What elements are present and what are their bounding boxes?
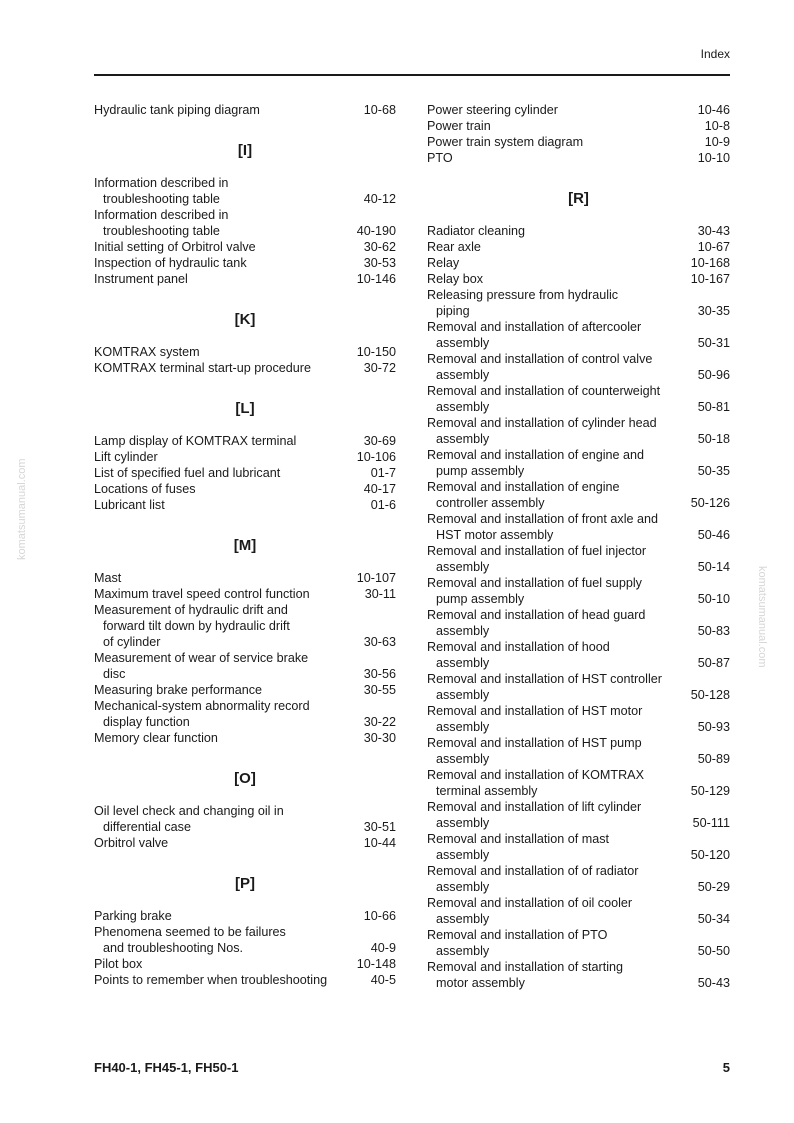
- entry-page-ref: 40-5: [370, 973, 396, 987]
- index-entry: [94, 344, 396, 360]
- index-entry: [94, 803, 396, 835]
- entry-title-line: of cylinder: [103, 635, 161, 649]
- index-column-left: [94, 102, 396, 988]
- entry-title: [94, 956, 142, 972]
- entry-title: [427, 511, 658, 543]
- entry-title: [94, 175, 228, 207]
- entry-title-line: disc: [103, 667, 126, 681]
- entry-page-ref: 30-69: [363, 434, 396, 448]
- entry-title-line: assembly: [436, 816, 490, 830]
- entry-title-line: troubleshooting table: [103, 224, 220, 238]
- entry-title: [94, 972, 327, 988]
- entry-title-line: motor assembly: [436, 976, 525, 990]
- entry-title: [427, 703, 642, 735]
- entry-page-ref: 10-8: [704, 119, 730, 133]
- entry-title-line: Lamp display of KOMTRAX terminal: [94, 434, 297, 448]
- entry-page-ref: 10-168: [690, 256, 730, 270]
- entry-title: [94, 698, 310, 730]
- entry-title: [427, 271, 483, 287]
- entry-title-line: Removal and installation of HST pump: [427, 736, 642, 750]
- entry-title-line: Removal and installation of HST controller: [427, 672, 662, 686]
- entry-title: [427, 447, 644, 479]
- index-entry: [427, 271, 730, 287]
- entry-title: [427, 735, 642, 767]
- index-entry: [427, 150, 730, 166]
- index-entry: [94, 682, 396, 698]
- index-entry: [427, 895, 730, 927]
- entry-title-line: Measuring brake performance: [94, 683, 262, 697]
- entry-title: [94, 682, 262, 698]
- entry-title: [94, 497, 165, 513]
- entry-title-line: pump assembly: [436, 464, 525, 478]
- entry-title: [427, 543, 646, 575]
- entry-page-ref: 40-17: [363, 482, 396, 496]
- entry-title-line: assembly: [436, 560, 490, 574]
- entry-title-line: controller assembly: [436, 496, 545, 510]
- entry-title: [94, 481, 196, 497]
- entry-title: [427, 351, 652, 383]
- entry-page-ref: 01-7: [370, 466, 396, 480]
- entry-title-line: assembly: [436, 432, 490, 446]
- entry-page-ref: 50-96: [697, 368, 730, 382]
- index-entry: [427, 543, 730, 575]
- index-entry: [94, 207, 396, 239]
- index-entry: [94, 481, 396, 497]
- entry-page-ref: 40-9: [370, 941, 396, 955]
- index-entry: [427, 927, 730, 959]
- entry-title: [427, 575, 642, 607]
- index-entry: [427, 415, 730, 447]
- entry-page-ref: 50-93: [697, 720, 730, 734]
- entry-title: [94, 465, 280, 481]
- entry-page-ref: 50-81: [697, 400, 730, 414]
- index-entry: [427, 223, 730, 239]
- entry-title: [427, 239, 481, 255]
- entry-title-line: Removal and installation of counterweight: [427, 384, 661, 398]
- entry-title: [427, 118, 491, 134]
- entry-title: [94, 570, 121, 586]
- entry-title-line: Radiator cleaning: [427, 224, 526, 238]
- entry-page-ref: 10-46: [697, 103, 730, 117]
- entry-title-line: Pilot box: [94, 957, 143, 971]
- entry-title-line: piping: [436, 304, 470, 318]
- entry-title-line: Releasing pressure from hydraulic: [427, 288, 619, 302]
- index-entry: [94, 360, 396, 376]
- entry-title-line: Locations of fuses: [94, 482, 196, 496]
- entry-page-ref: 30-11: [364, 587, 396, 601]
- entry-title: [94, 449, 158, 465]
- entry-title-line: assembly: [436, 400, 490, 414]
- entry-title: [427, 895, 632, 927]
- entry-page-ref: 10-150: [356, 345, 396, 359]
- entry-title-line: Removal and installation of hood: [427, 640, 610, 654]
- entry-title-line: Measurement of wear of service brake: [94, 651, 309, 665]
- entry-title-line: assembly: [436, 848, 490, 862]
- entry-title-line: Removal and installation of of radiator: [427, 864, 639, 878]
- entry-page-ref: 10-66: [363, 909, 396, 923]
- entry-title-line: Removal and installation of cylinder head: [427, 416, 657, 430]
- entry-page-ref: 30-53: [363, 256, 396, 270]
- entry-page-ref: 40-12: [363, 192, 396, 206]
- entry-title: [94, 271, 188, 287]
- entry-title: [94, 835, 168, 851]
- entry-page-ref: 50-34: [697, 912, 730, 926]
- watermark-right: komatsumanual.com: [756, 566, 768, 668]
- entry-page-ref: 50-89: [697, 752, 730, 766]
- index-entry: [94, 102, 396, 118]
- entry-title-line: Removal and installation of engine: [427, 480, 620, 494]
- entry-title-line: Removal and installation of aftercooler: [427, 320, 642, 334]
- index-entry: [94, 433, 396, 449]
- section-heading: [M]: [233, 537, 257, 554]
- entry-title-line: PTO: [427, 151, 453, 165]
- index-entry: [427, 383, 730, 415]
- entry-page-ref: 50-50: [697, 944, 730, 958]
- entry-title-line: Power train system diagram: [427, 135, 584, 149]
- entry-page-ref: 10-67: [697, 240, 730, 254]
- entry-title-line: assembly: [436, 912, 490, 926]
- entry-title-line: assembly: [436, 752, 490, 766]
- entry-title: [94, 650, 308, 682]
- entry-page-ref: 50-126: [690, 496, 730, 510]
- entry-page-ref: 10-146: [356, 272, 396, 286]
- index-entry: [94, 956, 396, 972]
- entry-title: [94, 586, 310, 602]
- index-entry: [94, 175, 396, 207]
- entry-title: [427, 479, 620, 511]
- section-heading: [I]: [237, 142, 253, 159]
- index-entry: [94, 730, 396, 746]
- entry-page-ref: 50-31: [697, 336, 730, 350]
- entry-title-line: Relay box: [427, 272, 484, 286]
- index-entry: [427, 102, 730, 118]
- index-entry: [427, 639, 730, 671]
- entry-page-ref: 50-129: [690, 784, 730, 798]
- entry-title: [94, 803, 284, 835]
- entry-title-line: Information described in: [94, 176, 229, 190]
- entry-page-ref: 40-190: [356, 224, 396, 238]
- entry-page-ref: 10-106: [356, 450, 396, 464]
- entry-title-line: Mast: [94, 571, 122, 585]
- index-entry: [427, 735, 730, 767]
- entry-title-line: assembly: [436, 944, 490, 958]
- entry-title-line: Information described in: [94, 208, 229, 222]
- index-entry: [94, 972, 396, 988]
- entry-title: [427, 287, 618, 319]
- entry-page-ref: 10-44: [363, 836, 396, 850]
- entry-page-ref: 50-128: [690, 688, 730, 702]
- entry-title: [427, 319, 641, 351]
- entry-page-ref: 30-62: [363, 240, 396, 254]
- entry-title-line: troubleshooting table: [103, 192, 220, 206]
- entry-title-line: assembly: [436, 656, 490, 670]
- entry-page-ref: 50-111: [692, 816, 730, 830]
- entry-title-line: Initial setting of Orbitrol valve: [94, 240, 256, 254]
- entry-page-ref: 50-43: [697, 976, 730, 990]
- entry-title: [427, 671, 662, 703]
- index-entry: [94, 497, 396, 513]
- entry-title-line: Power train: [427, 119, 491, 133]
- index-entry: [427, 447, 730, 479]
- entry-title: [427, 223, 525, 239]
- entry-title: [94, 102, 260, 118]
- index-entry: [94, 465, 396, 481]
- index-entry: [427, 575, 730, 607]
- entry-title-line: assembly: [436, 368, 490, 382]
- entry-title: [427, 639, 610, 671]
- index-entry: [427, 134, 730, 150]
- index-entry: [427, 287, 730, 319]
- entry-page-ref: 30-55: [363, 683, 396, 697]
- index-entry: [94, 449, 396, 465]
- entry-title-line: Lift cylinder: [94, 450, 158, 464]
- index-entry: [427, 863, 730, 895]
- entry-title: [94, 239, 256, 255]
- entry-title-line: terminal assembly: [436, 784, 538, 798]
- entry-title: [427, 150, 453, 166]
- entry-title-line: KOMTRAX system: [94, 345, 200, 359]
- entry-title-line: Removal and installation of mast: [427, 832, 610, 846]
- entry-title-line: pump assembly: [436, 592, 525, 606]
- entry-page-ref: 10-148: [356, 957, 396, 971]
- index-entry: [427, 607, 730, 639]
- entry-title-line: Relay: [427, 256, 460, 270]
- entry-title-line: Orbitrol valve: [94, 836, 169, 850]
- footer-models: FH40-1, FH45-1, FH50-1: [94, 1060, 239, 1075]
- entry-title-line: and troubleshooting Nos.: [103, 941, 244, 955]
- entry-page-ref: 30-22: [363, 715, 396, 729]
- entry-title-line: display function: [103, 715, 190, 729]
- entry-title: [427, 831, 609, 863]
- entry-title-line: Memory clear function: [94, 731, 218, 745]
- index-entry: [427, 767, 730, 799]
- section-heading: [P]: [235, 875, 255, 892]
- entry-title: [427, 767, 644, 799]
- entry-title-line: List of specified fuel and lubricant: [94, 466, 281, 480]
- entry-title: [427, 959, 623, 991]
- entry-page-ref: 50-18: [697, 432, 730, 446]
- entry-title-line: Removal and installation of PTO: [427, 928, 608, 942]
- entry-page-ref: 10-167: [690, 272, 730, 286]
- index-entry: [427, 703, 730, 735]
- index-entry: [427, 351, 730, 383]
- index-entry: [427, 319, 730, 351]
- entry-title-line: Lubricant list: [94, 498, 165, 512]
- entry-page-ref: 01-6: [370, 498, 396, 512]
- index-entry: [94, 586, 396, 602]
- entry-title-line: Removal and installation of head guard: [427, 608, 646, 622]
- entry-title-line: Measurement of hydraulic drift and: [94, 603, 288, 617]
- entry-title: [427, 383, 660, 415]
- section-heading: [O]: [234, 770, 256, 787]
- index-entry: [427, 239, 730, 255]
- entry-title: [94, 255, 247, 271]
- entry-title-line: differential case: [103, 820, 191, 834]
- entry-title: [427, 134, 583, 150]
- entry-title-line: Removal and installation of control valve: [427, 352, 653, 366]
- entry-page-ref: 10-10: [697, 151, 730, 165]
- entry-title-line: Removal and installation of fuel supply: [427, 576, 642, 590]
- index-entry: [427, 511, 730, 543]
- entry-title-line: Removal and installation of KOMTRAX: [427, 768, 644, 782]
- index-entry: [94, 271, 396, 287]
- entry-title-line: Removal and installation of engine and: [427, 448, 645, 462]
- entry-title: [94, 207, 228, 239]
- index-entry: [427, 671, 730, 703]
- entry-title-line: Parking brake: [94, 909, 172, 923]
- index-entry: [94, 924, 396, 956]
- entry-title-line: assembly: [436, 336, 490, 350]
- entry-page-ref: 30-63: [363, 635, 396, 649]
- index-column-right: [427, 102, 730, 991]
- footer-page-number: 5: [722, 1060, 730, 1075]
- entry-page-ref: 30-35: [697, 304, 730, 318]
- section-heading: [K]: [234, 311, 256, 328]
- entry-title-line: assembly: [436, 880, 490, 894]
- index-entry: [427, 479, 730, 511]
- entry-title: [427, 863, 638, 895]
- entry-title-line: Removal and installation of oil cooler: [427, 896, 633, 910]
- entry-title-line: forward tilt down by hydraulic drift: [103, 619, 290, 633]
- index-entry: [427, 255, 730, 271]
- index-entry: [427, 118, 730, 134]
- index-entry: [427, 959, 730, 991]
- entry-page-ref: 50-29: [697, 880, 730, 894]
- entry-title: [94, 924, 286, 956]
- entry-page-ref: 30-72: [363, 361, 396, 375]
- entry-title: [94, 908, 172, 924]
- index-entry: [94, 908, 396, 924]
- header-title: Index: [700, 47, 730, 61]
- entry-title: [427, 255, 459, 271]
- entry-title-line: Removal and installation of fuel injector: [427, 544, 647, 558]
- entry-page-ref: 50-83: [697, 624, 730, 638]
- index-entry: [94, 602, 396, 650]
- entry-title-line: Points to remember when troubleshooting: [94, 973, 328, 987]
- entry-page-ref: 50-35: [697, 464, 730, 478]
- entry-title-line: Removal and installation of lift cylinder: [427, 800, 642, 814]
- index-entry: [94, 239, 396, 255]
- entry-title-line: Removal and installation of front axle and: [427, 512, 659, 526]
- entry-title-line: KOMTRAX terminal start-up procedure: [94, 361, 311, 375]
- entry-title: [94, 433, 296, 449]
- entry-title: [94, 360, 311, 376]
- entry-page-ref: 50-14: [697, 560, 730, 574]
- entry-title: [94, 602, 290, 650]
- entry-title-line: Power steering cylinder: [427, 103, 558, 117]
- entry-title: [427, 607, 645, 639]
- entry-title: [427, 415, 657, 447]
- entry-page-ref: 10-107: [356, 571, 396, 585]
- entry-title-line: Oil level check and changing oil in: [94, 804, 284, 818]
- entry-title: [94, 730, 218, 746]
- entry-page-ref: 30-30: [363, 731, 396, 745]
- section-heading: [R]: [568, 190, 589, 207]
- entry-title: [94, 344, 200, 360]
- watermark-left: komatsumanual.com: [16, 458, 28, 560]
- entry-page-ref: 50-120: [690, 848, 730, 862]
- entry-page-ref: 30-56: [363, 667, 396, 681]
- entry-title: [427, 102, 558, 118]
- entry-title-line: Inspection of hydraulic tank: [94, 256, 247, 270]
- entry-page-ref: 30-51: [363, 820, 396, 834]
- entry-title-line: Phenomena seemed to be failures: [94, 925, 286, 939]
- entry-title: [427, 799, 641, 831]
- entry-title-line: Removal and installation of starting: [427, 960, 624, 974]
- header-rule: [94, 74, 730, 76]
- entry-title-line: assembly: [436, 688, 490, 702]
- section-heading: [L]: [235, 400, 255, 417]
- entry-page-ref: 10-9: [704, 135, 730, 149]
- entry-page-ref: 50-87: [697, 656, 730, 670]
- entry-title-line: assembly: [436, 720, 490, 734]
- entry-title-line: assembly: [436, 624, 490, 638]
- index-entry: [427, 831, 730, 863]
- index-entry: [94, 255, 396, 271]
- entry-page-ref: 30-43: [697, 224, 730, 238]
- entry-title-line: Removal and installation of HST motor: [427, 704, 643, 718]
- entry-page-ref: 10-68: [363, 103, 396, 117]
- entry-title-line: HST motor assembly: [436, 528, 554, 542]
- entry-page-ref: 50-10: [697, 592, 730, 606]
- entry-title-line: Mechanical-system abnormality record: [94, 699, 310, 713]
- entry-title-line: Hydraulic tank piping diagram: [94, 103, 260, 117]
- entry-title-line: Instrument panel: [94, 272, 188, 286]
- index-entry: [94, 570, 396, 586]
- index-entry: [427, 799, 730, 831]
- entry-title-line: Rear axle: [427, 240, 481, 254]
- index-entry: [94, 835, 396, 851]
- entry-title: [427, 927, 607, 959]
- index-entry: [94, 650, 396, 682]
- entry-page-ref: 50-46: [697, 528, 730, 542]
- index-entry: [94, 698, 396, 730]
- entry-title-line: Maximum travel speed control function: [94, 587, 310, 601]
